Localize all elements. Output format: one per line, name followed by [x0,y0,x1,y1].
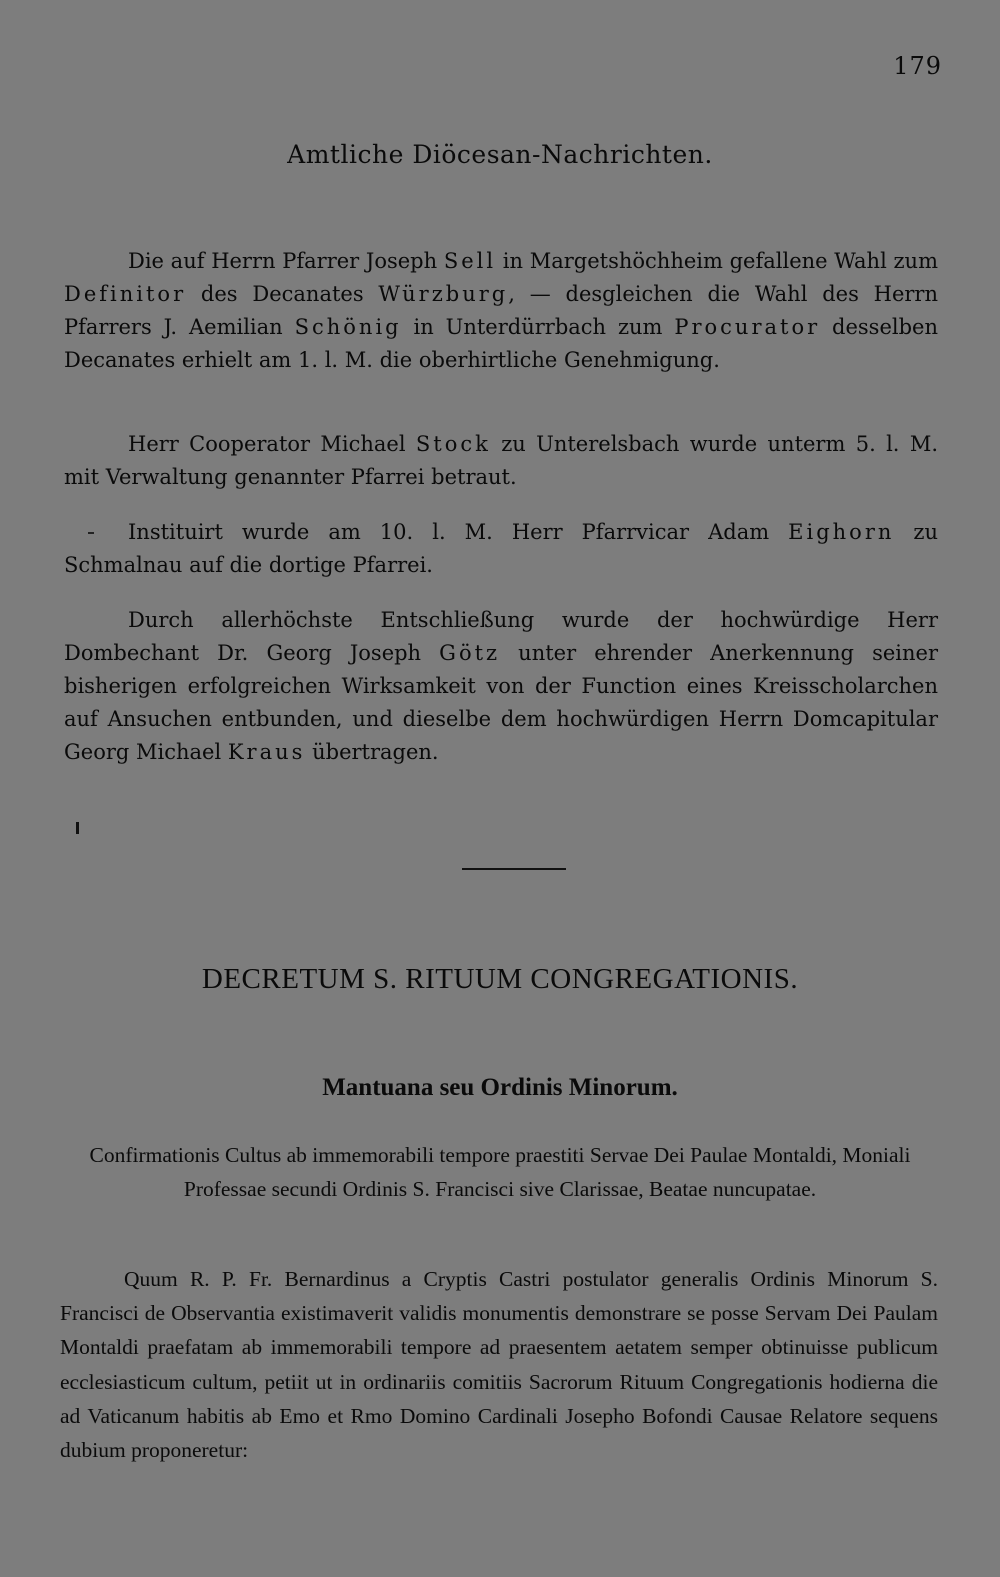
section-header: Amtliche Diöcesan-Nachrichten. [287,140,713,169]
text-run: Die auf Herrn Pfarrer Joseph [128,249,444,273]
term-procurator: Procurator [674,315,821,339]
text-run: Herr Cooperator Michael [128,432,416,456]
print-mark [76,822,79,834]
place-wuerzburg: Würzburg [378,282,509,306]
section-divider [462,868,566,870]
paragraph-definitor-election [64,245,938,377]
decretum-subtitle: Mantuana seu Ordinis Minorum. [322,1074,678,1101]
text-run: , — desgleichen die Wahl des Herrn Pfarrers J. Aemilian [64,282,938,339]
paragraph-cooperator-stock [64,428,938,494]
latin-body-paragraph: Quum R. P. Fr. Bernardinus a Cryptis Castri postulator generalis Ordinis Minorum S. Francisci de Observantia existimaverit validis monumentis demonstrare se posse Servam Dei Paulam Montaldi praefatam ab immemorabili tempore ad praesentem aetatem semper obtinuisse publicum ecclesiasticum cultum, petiit ut in ordinariis comitiis Sacrorum Rituum Congregationis hodierna die ad Vaticanum habitis ab Emo et Rmo Domino Cardinali Josepho Bofondi Causae Relatore sequens dubium proponeretur: [60,1267,938,1463]
paragraph-institution-eighorn [64,516,938,582]
confirmation-heading: Confirmationis Cultus ab immemorabili tempore praestiti Servae Dei Paulae Montaldi, Moniali Professae secundi Ordinis S. Francisci sive Clarissae, Beatae nuncupatae. [89,1143,911,1201]
name-schoenig: Schönig [294,315,402,339]
text-run: in Unterdürrbach zum [401,315,675,339]
text-run: des Decanates [186,282,379,306]
name-kraus: Kraus [227,740,306,764]
term-definitor: Definitor [64,282,187,306]
page-number: 179 [893,52,942,80]
name-goetz: Götz [439,641,501,665]
text-run: unter ehrender Anerkennung seiner bisherigen erfolgreichen Wirksamkeit von der Function eines Kreisscholarchen auf Ansuchen entbunden, und dieselbe dem hochwürdigen Herrn Domcapitular Georg Michael [64,641,938,764]
name-stock: Stock [415,432,491,456]
text-run: zu Unterelsbach wurde unterm 5. l. M. mit Verwaltung genannter Pfarrei betraut. [64,432,938,489]
text-run: Durch allerhöchste Entschließung wurde der hochwürdige Herr Dombechant Dr. Georg Joseph [64,608,938,665]
name-sell: Sell [443,249,497,273]
text-run: desselben Decanates erhielt am 1. l. M. die oberhirtliche Genehmigung. [64,315,939,372]
text-run: in Margetshöchheim gefallene Wahl zum [496,249,938,273]
paragraph-dombechant-goetz [64,604,938,769]
decretum-title: DECRETUM S. RITUUM CONGREGATIONIS. [201,963,799,995]
text-run: zu Schmalnau auf die dortige Pfarrei. [64,520,938,577]
text-run: übertragen. [305,740,439,764]
text-run: Instituirt wurde am 10. l. M. Herr Pfarrvicar Adam [128,520,789,544]
name-eighorn: Eighorn [788,520,895,544]
